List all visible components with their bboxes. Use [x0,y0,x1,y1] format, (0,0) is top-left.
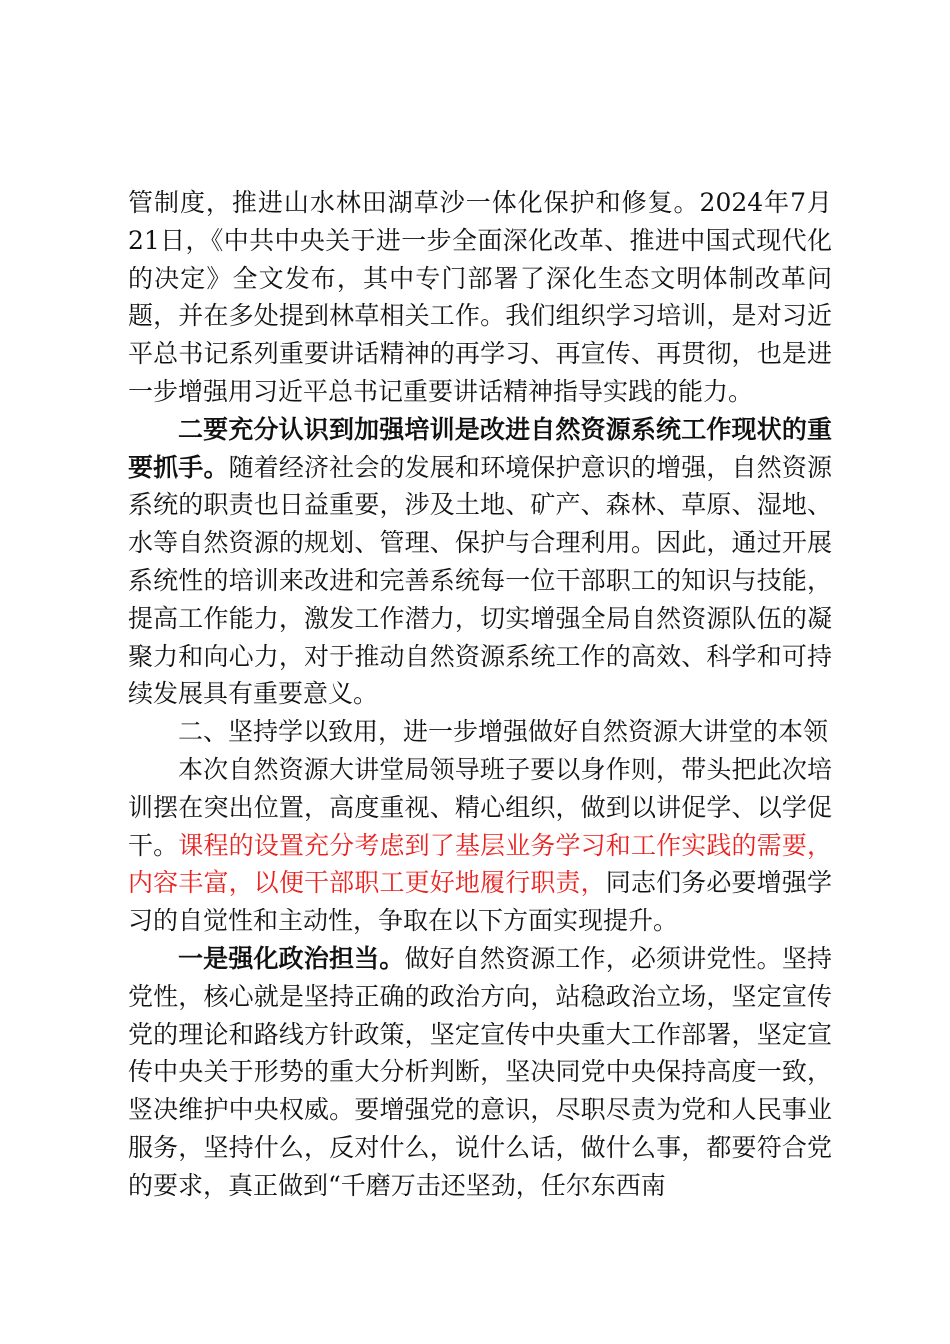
point-two-body: 随着经济社会的发展和环境保护意识的增强，自然资源系统的职责也日益重要，涉及土地、矿产、森林、草原、湿地、水等自然资源的规划、管理、保护与合理利用。因此，通过开展系统性的培训来改进和完善系统每一位干部职工的知识与技能，提高工作能力，激发工作潜力，切实增强全局自然资源队伍的凝聚力和向心力，对于推动自然资源系统工作的高效、科学和可持续发展具有重要意义。 [128,452,832,709]
point-two-heading: 二要充分认识到加强培训是改进自然资源系统工作现状的重要抓手。 [128,414,832,482]
point-one-heading: 一是强化政治担当。 [178,943,405,973]
paragraph-point-two [128,411,832,713]
paragraph-text: 管制度，推进山水林田湖草沙一体化保护和修复。2024年7月21日，《中共中央关于进一步全面深化改革、推进中国式现代化的决定》全文发布，其中专门部署了深化生态文明体制改革问题，并在多处提到林草相关工作。我们组织学习培训，是对习近平总书记系列重要讲话精神的再学习、再宣传、再贯彻，也是进一步增强用习近平总书记重要讲话精神指导实践的能力。 [128,188,832,406]
point-one-body: 做好自然资源工作，必须讲党性。坚持党性，核心就是坚持正确的政治方向，站稳政治立场，坚定宣传党的理论和路线方针政策，坚定宣传中央重大工作部署，坚定宣传中央关于形势的重大分析判断，坚决同党中央保持高度一致，竖决维护中央权威。要增强党的意识，尽职尽责为党和人民事业服务，坚持什么，反对什么，说什么话，做什么事，都要符合党的要求，真正做到“千磨万击还坚劲，任尔东西南 [128,943,832,1200]
paragraph-point-one [128,940,832,1205]
section-heading-text: 二、坚持学以致用，进一步增强做好自然资源大讲堂的本领 [178,717,829,747]
lecture-intro-end: 同志们务必要增强学习的自觉性和主动性，争取在以下方面实现提升。 [128,868,832,936]
section-heading-two [128,713,832,751]
document-page [128,184,832,1205]
paragraph-continuation [128,184,832,411]
paragraph-lecture-intro [128,751,832,940]
highlighted-red-text: 课程的设置充分考虑到了基层业务学习和工作实践的需要，内容丰富，以便干部职工更好地履行职责， [128,830,832,898]
lecture-intro-start: 本次自然资源大讲堂局领导班子要以身作则，带头把此次培训摆在突出位置，高度重视、精心组织，做到以讲促学、以学促干。 [128,754,832,860]
